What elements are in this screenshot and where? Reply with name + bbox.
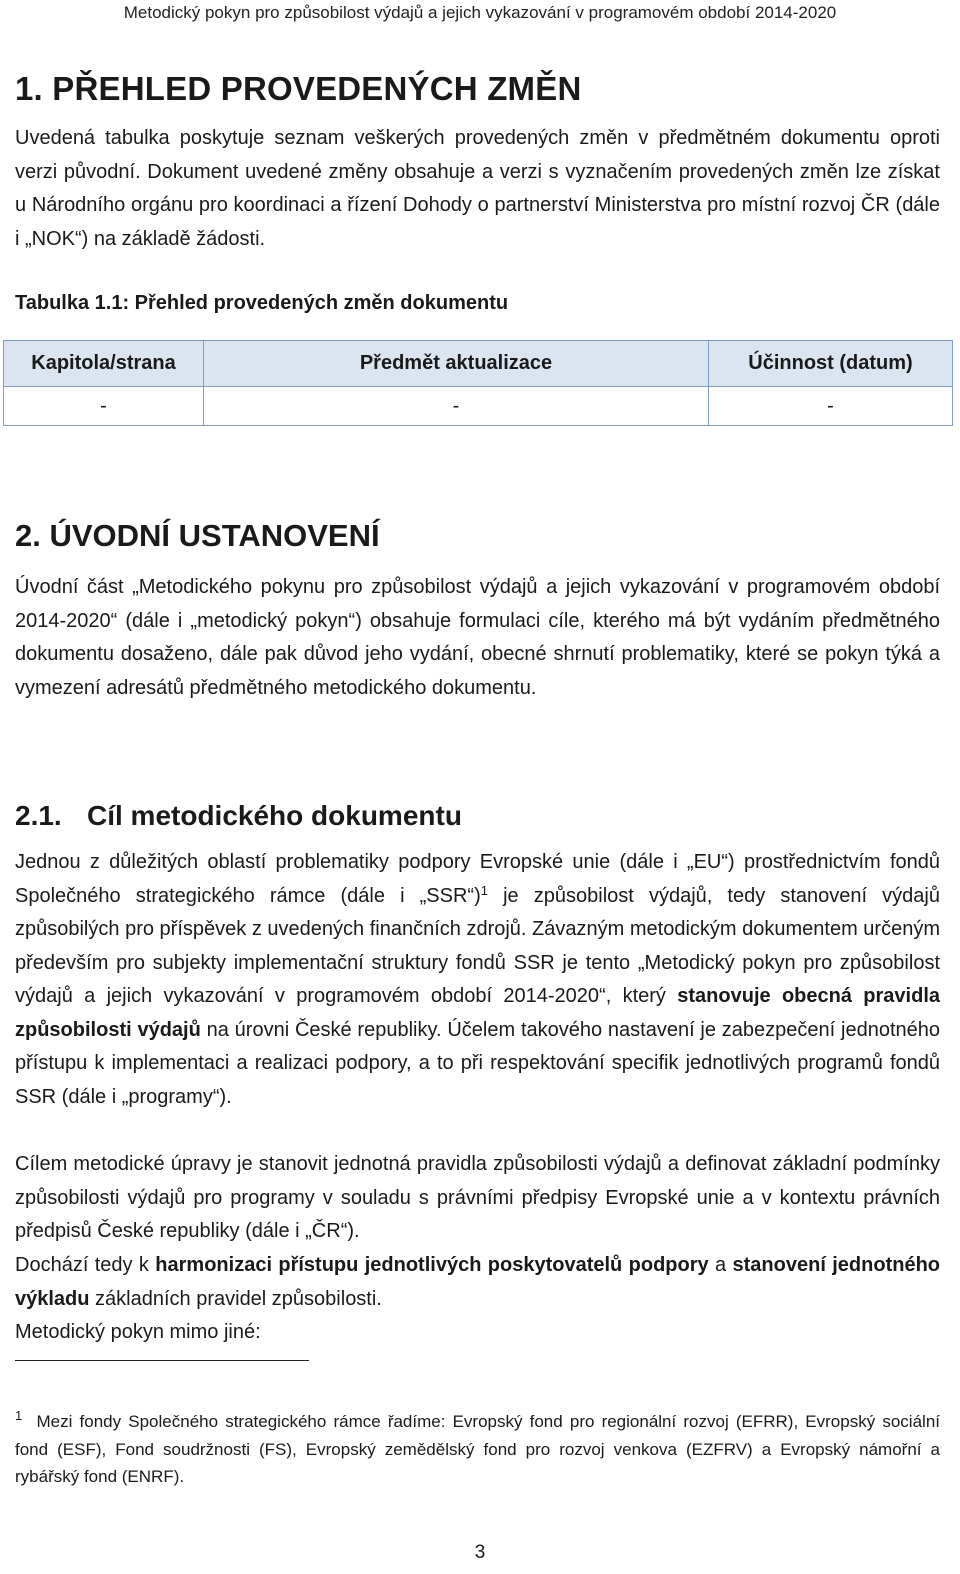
section-2-1-paragraph-3 — [15, 1249, 940, 1316]
footnote — [15, 1408, 940, 1491]
table-cell: - — [709, 387, 953, 426]
text-run: základních pravidel způsobilosti. — [89, 1287, 382, 1310]
table-header-row — [4, 341, 953, 387]
text-run: Dochází tedy k — [15, 1254, 156, 1276]
footnote-reference[interactable]: 1 — [480, 882, 488, 898]
footnote-marker: 1 — [15, 1408, 23, 1423]
emphasis-text: stanovuje obecná pravidla způsobilosti výdajů — [15, 985, 940, 1041]
section-2-1-paragraph-4: Metodický pokyn mimo jiné: — [15, 1321, 261, 1343]
section-2-heading: 2. ÚVODNÍ USTANOVENÍ — [15, 518, 380, 553]
section-2-1-paragraph-1 — [15, 846, 940, 1114]
table-row — [4, 387, 953, 426]
text-run: je způsobilost výdajů, tedy stanovení výdajů způsobilých pro příspěvek z uvedených finančních zdrojů. Závazným metodickým dokumentem určeným především pro subjekty implementační struktury fondů SSR je tento „Metodický pokyn pro způsobilost výdajů a jejich vykazování v programovém období 2014-2020“, který — [15, 884, 940, 1007]
running-header: Metodický pokyn pro způsobilost výdajů a jejich vykazování v programovém období 2014-2020 — [123, 3, 837, 22]
table-cell: - — [204, 387, 709, 426]
section-1-heading: 1. PŘEHLED PROVEDENÝCH ZMĚN — [15, 70, 582, 107]
column-header-effective-date: Účinnost (datum) — [709, 341, 953, 387]
table-cell: - — [4, 387, 204, 426]
column-header-chapter: Kapitola/strana — [4, 341, 204, 387]
section-2-1-title: Cíl metodického dokumentu — [87, 800, 462, 831]
text-run: Jednou z důležitých oblastí problematiky podpory Evropské unie (dále i „EU“) prostřednictvím fondů Společného strategického rámce (dále i „SSR“) — [15, 851, 940, 907]
section-2-1-paragraph-2: Cílem metodické úpravy je stanovit jednotná pravidla způsobilosti výdajů a definovat základní podmínky způsobilosti výdajů pro programy v souladu s právními předpisy Evropské unie a v kontextu právních předpisů České republiky (dále i „ČR“). — [15, 1153, 940, 1242]
text-run: na úrovni České republiky. Účelem takového nastavení je zabezpečení jednotného přístupu k implementaci a realizaci podpory, a to při respektování specifik jednotlivých programů fondů SSR (dále i „programy“). — [15, 1018, 941, 1108]
emphasis-text: stanovení jednotného výkladu — [15, 1254, 941, 1310]
footnote-text: Mezi fondy Společného strategického rámce řadíme: Evropský fond pro regionální rozvoj (EFRR), Evropský sociální fond (ESF), Fond soudržnosti (FS), Evropský zemědělský fond pro rozvoj venkova (EZFRV) a Evropský námořní a rybářský fond (ENRF). — [15, 1412, 940, 1486]
column-header-subject: Předmět aktualizace — [204, 341, 709, 387]
section-2-1-heading — [15, 800, 462, 832]
changes-table — [3, 340, 953, 426]
section-2-1-number: 2.1. — [15, 800, 62, 831]
section-1-paragraph: Uvedená tabulka poskytuje seznam veškerých provedených změn v předmětném dokumentu oproti verzi původní. Dokument uvedené změny obsahuje a verzi s vyznačením provedených změn lze získat u Národního orgánu pro koordinaci a řízení Dohody o partnerství Ministerstva pro místní rozvoj ČR (dále i „NOK“) na základě žádosti. — [15, 127, 940, 250]
emphasis-text: harmonizaci přístupu jednotlivých poskytovatelů podpory — [155, 1254, 709, 1276]
text-run: a — [708, 1254, 733, 1276]
section-2-paragraph: Úvodní část „Metodického pokynu pro způsobilost výdajů a jejich vykazování v programovém období 2014-2020“ (dále i „metodický pokyn“) obsahuje formulaci cíle, kterého má být vydáním předmětného dokumentu dosaženo, dále pak důvod jeho vydání, obecné shrnutí problematiky, které se pokyn týká a vymezení adresátů předmětného metodického dokumentu. — [15, 576, 940, 699]
page-number: 3 — [474, 1542, 486, 1563]
footnote-separator — [15, 1360, 309, 1361]
table-caption: Tabulka 1.1: Přehled provedených změn dokumentu — [15, 292, 509, 314]
